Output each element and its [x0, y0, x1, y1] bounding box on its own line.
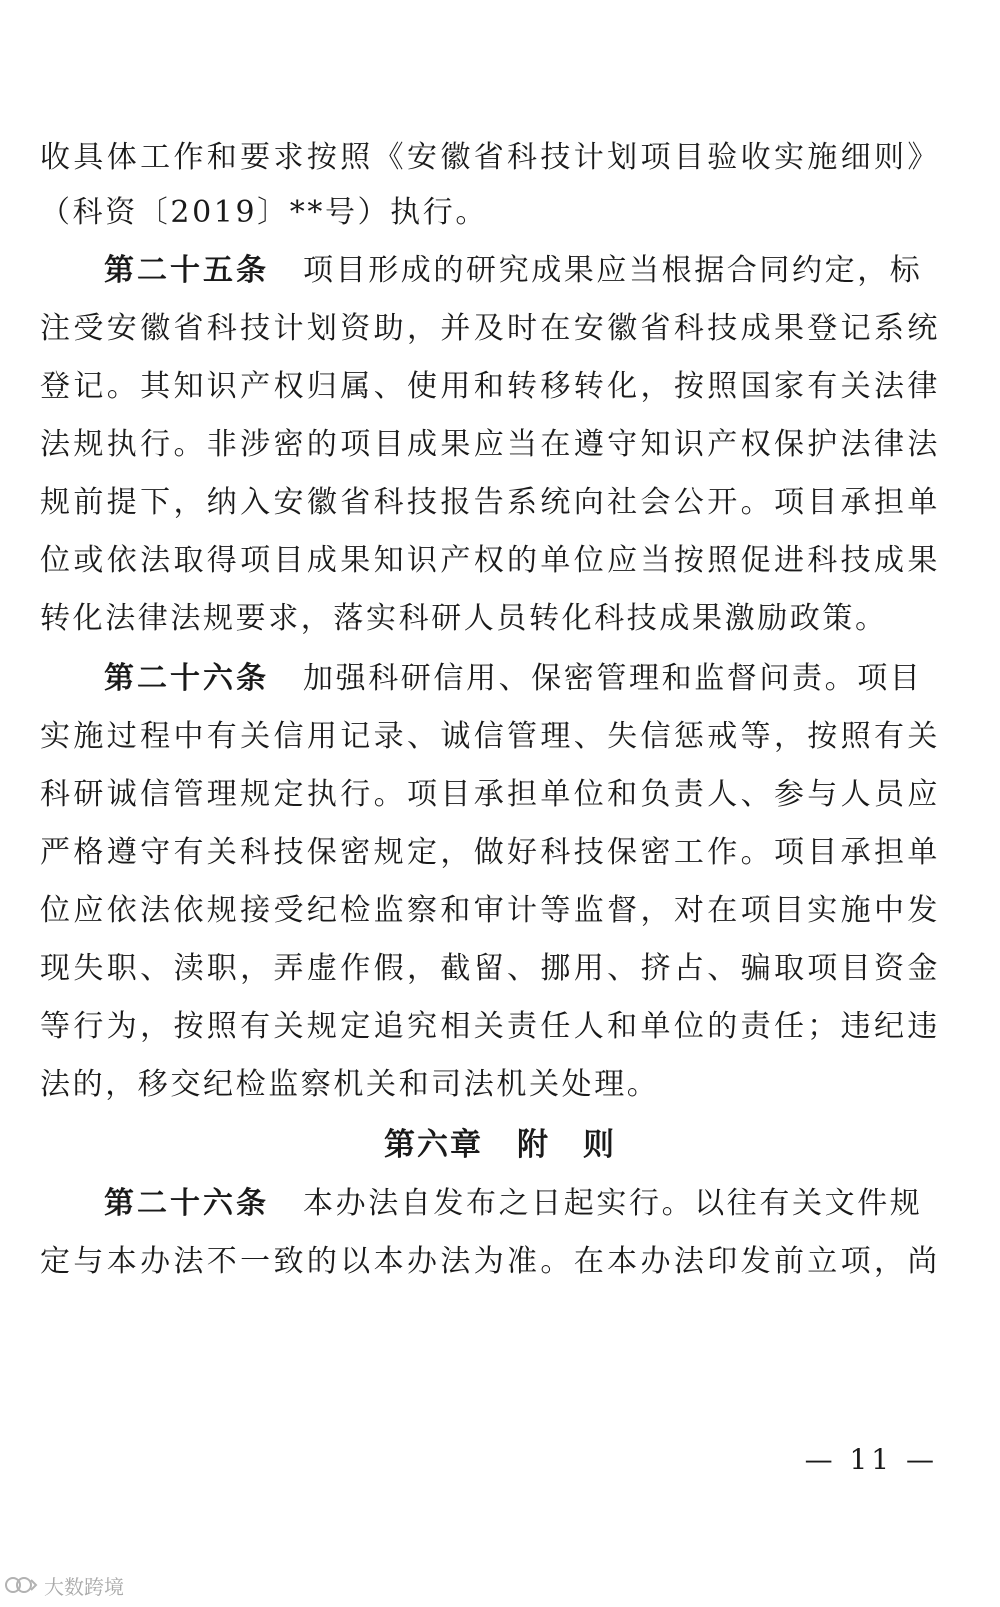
text-line [40, 138, 940, 178]
line-text: 规前提下，纳入安徽省科技报告系统向社会公开。项目承担单 [40, 485, 940, 520]
text-line [40, 425, 940, 465]
article-26-final-first-line [104, 1184, 940, 1224]
article-label: 第二十五条 [104, 253, 269, 288]
page-number: — 11 — [804, 1443, 938, 1476]
text-line [40, 775, 940, 815]
text-line [40, 483, 940, 523]
text-line [40, 1007, 940, 1047]
text-line [40, 1065, 940, 1105]
article-label: 第二十六条 [104, 1186, 269, 1221]
line-text: 项目形成的研究成果应当根据合同约定，标 [303, 253, 923, 288]
text-line [40, 541, 940, 581]
line-text: 位或依法取得项目成果知识产权的单位应当按照促进科技成果 [40, 543, 940, 578]
line-text: 法的，移交纪检监察机关和司法机关处理。 [40, 1067, 660, 1102]
line-text: 位应依法依规接受纪检监察和审计等监督，对在项目实施中发 [40, 893, 940, 928]
line-text: 注受安徽省科技计划资助，并及时在安徽省科技成果登记系统 [40, 311, 940, 346]
article-25-first-line [104, 251, 940, 291]
article-26-first-line [104, 659, 940, 699]
line-text: 等行为，按照有关规定追究相关责任人和单位的责任；违纪违 [40, 1009, 940, 1044]
chapter-name: 附 则 [517, 1127, 616, 1163]
text-line [40, 193, 940, 233]
line-text: 登记。其知识产权归属、使用和转移转化，按照国家有关法律 [40, 369, 940, 404]
text-line [40, 309, 940, 349]
line-text: 转化法律法规要求，落实科研人员转化科技成果激励政策。 [40, 601, 888, 636]
line-text: 现失职、渎职，弄虚作假，截留、挪用、挤占、骗取项目资金 [40, 951, 940, 986]
text-line [40, 367, 940, 407]
text-line [40, 949, 940, 989]
text-line [40, 891, 940, 931]
line-text: 严格遵守有关科技保密规定，做好科技保密工作。项目承担单 [40, 835, 940, 870]
brand-logo-icon [4, 1574, 38, 1596]
line-text: 收具体工作和要求按照《安徽省科技计划项目验收实施细则》 [40, 140, 940, 175]
line-text: 科研诚信管理规定执行。项目承担单位和负责人、参与人员应 [40, 777, 940, 812]
watermark-text: 大数跨境 [44, 1574, 124, 1599]
chapter-number: 第六章 [384, 1127, 483, 1163]
line-text: 加强科研信用、保密管理和监督问责。项目 [303, 661, 923, 696]
text-line [40, 833, 940, 873]
line-text: 实施过程中有关信用记录、诚信管理、失信惩戒等，按照有关 [40, 719, 940, 754]
chapter-heading [0, 1125, 1000, 1165]
line-text: 法规执行。非涉密的项目成果应当在遵守知识产权保护法律法 [40, 427, 940, 462]
watermark [4, 1570, 124, 1600]
line-text: （科资〔2019〕**号）执行。 [40, 195, 488, 230]
article-label: 第二十六条 [104, 661, 269, 696]
line-text: 本办法自发布之日起实行。以往有关文件规 [303, 1186, 923, 1221]
line-text: 定与本办法不一致的以本办法为准。在本办法印发前立项，尚 [40, 1244, 940, 1279]
text-line [40, 599, 940, 639]
text-line [40, 1242, 940, 1282]
text-line [40, 717, 940, 757]
